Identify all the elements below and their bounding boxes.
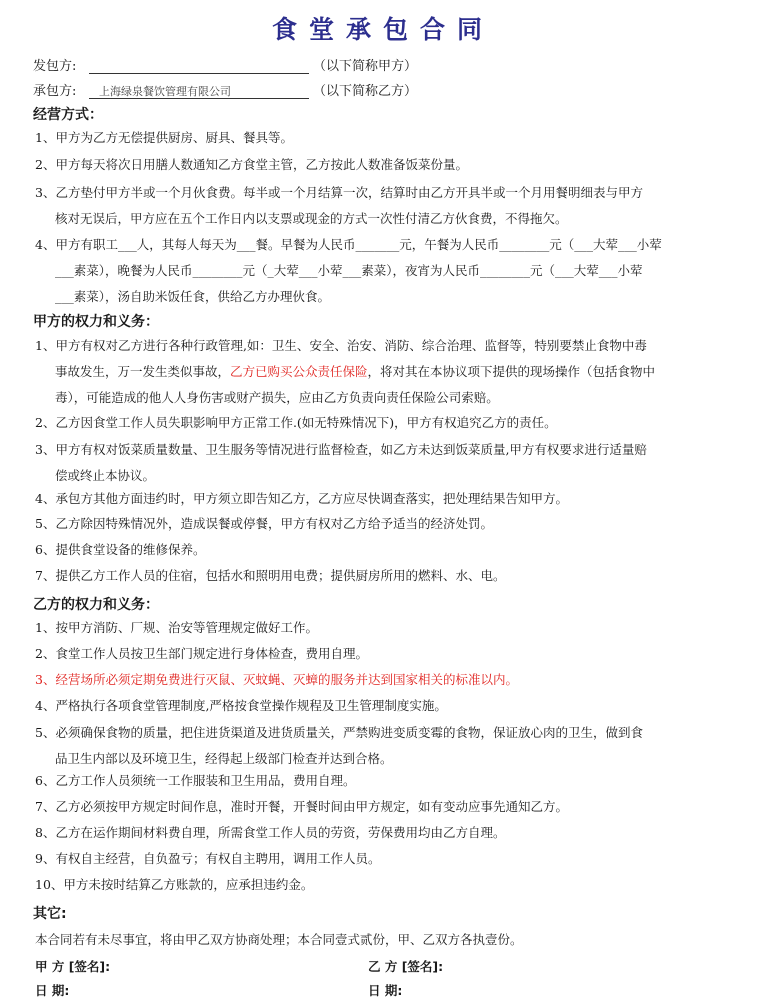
s3-item-9: 9、有权自主经营，自负盈亏；有权自主聘用，调用工作人员。 bbox=[35, 851, 381, 866]
party-a-signature[interactable]: 甲 方 [签名]: bbox=[35, 959, 111, 974]
other-clause: 本合同若有未尽事宜，将由甲乙双方协商处理；本合同壹式贰份，甲、乙双方各执壹份。 bbox=[35, 932, 523, 947]
section-heading-party-a: 甲方的权力和义务： bbox=[33, 314, 159, 330]
s1-item-4-line-2: ___素菜），晚餐为人民币________元（_大荤___小荤___素菜），夜宵为人民币________元（___大荤___小荤 bbox=[55, 263, 643, 278]
s2-item-1 bbox=[35, 333, 750, 411]
party-a-field[interactable] bbox=[89, 58, 309, 74]
party-b-row bbox=[33, 80, 417, 99]
s3-item-6: 6、乙方工作人员须统一工作服装和卫生用品，费用自理。 bbox=[35, 773, 356, 788]
s3-item-10: 10、甲方未按时结算乙方账款的，应承担违约金。 bbox=[35, 877, 314, 892]
section-heading-other: 其它: bbox=[33, 906, 67, 922]
s3-item-5-line-1: 5、必须确保食物的质量，把住进货渠道及进货质量关，严禁购进变质变霉的食物，保证放心肉的卫生，做到食 bbox=[35, 725, 643, 740]
s3-item-3: 3、经营场所必须定期免费进行灭鼠、灭蚊蝇、灭蟑的服务并达到国家相关的标准以内。 bbox=[35, 672, 518, 687]
party-b-field[interactable]: 上海绿泉餐饮管理有限公司 bbox=[89, 83, 309, 99]
s1-item-1: 1、甲方为乙方无偿提供厨房、厨具、餐具等。 bbox=[35, 130, 293, 145]
party-a-row bbox=[33, 55, 417, 74]
s1-item-2: 2、甲方每天将次日用膳人数通知乙方食堂主管，乙方按此人数准备饭菜份量。 bbox=[35, 157, 468, 172]
s2-item-1-line-2 bbox=[35, 359, 750, 385]
s1-item-4-line-1: 4、甲方有职工___人，其每人每天为___餐。早餐为人民币_______元，午餐为人民币________元（___大荤___小荤 bbox=[35, 237, 662, 252]
s2-item-6: 6、提供食堂设备的维修保养。 bbox=[35, 542, 206, 557]
s2-item-3 bbox=[35, 437, 750, 489]
s3-item-2: 2、食堂工作人员按卫生部门规定进行身体检查，费用自理。 bbox=[35, 646, 368, 661]
s3-item-5 bbox=[35, 720, 750, 772]
s2-item-1-text-pre: 事故发生，万一发生类似事故， bbox=[55, 364, 231, 379]
party-a-date[interactable]: 日 期: bbox=[35, 983, 70, 998]
s3-item-4: 4、严格执行各项食堂管理制度,严格按食堂操作规程及卫生管理制度实施。 bbox=[35, 698, 447, 713]
s3-item-5-line-2: 品卫生内部以及环境卫生，经得起上级部门检查并达到合格。 bbox=[55, 751, 393, 766]
s3-item-8: 8、乙方在运作期间材料费自理，所需食堂工作人员的劳资，劳保费用均由乙方自理。 bbox=[35, 825, 506, 840]
insurance-highlight: 乙方已购买公众责任保险 bbox=[230, 364, 368, 379]
party-b-note: （以下简称乙方） bbox=[313, 84, 418, 99]
party-a-label: 发包方: bbox=[33, 59, 77, 74]
s1-item-3 bbox=[35, 180, 750, 232]
contract-title: 食堂承包合同 bbox=[271, 15, 494, 44]
s2-item-1-text-post: ，将对其在本协议项下提供的现场操作（包括食物中 bbox=[367, 364, 656, 379]
s3-item-1: 1、按甲方消防、厂规、治安等管理规定做好工作。 bbox=[35, 620, 318, 635]
s2-item-3-line-2: 偿或终止本协议。 bbox=[55, 468, 156, 483]
s1-item-3-line-1: 3、乙方垫付甲方半或一个月伙食费。每半或一个月结算一次，结算时由乙方开具半或一个月用餐明细表与甲方 bbox=[35, 185, 643, 200]
party-b-label: 承包方: bbox=[33, 84, 77, 99]
s1-item-4-line-3: ___素菜），汤自助米饭任食，供给乙方办理伙食。 bbox=[55, 289, 331, 304]
s1-item-3-line-2: 核对无误后，甲方应在五个工作日内以支票或现金的方式一次性付清乙方伙食费，不得拖欠。 bbox=[55, 211, 568, 226]
section-heading-party-b: 乙方的权力和义务： bbox=[33, 597, 159, 613]
s2-item-2: 2、乙方因食堂工作人员失职影响甲方正常工作.(如无特殊情况下)，甲方有权追究乙方的责任。 bbox=[35, 415, 557, 430]
s2-item-7: 7、提供乙方工作人员的住宿，包括水和照明用电费；提供厨房所用的燃料、水、电。 bbox=[35, 568, 506, 583]
s2-item-1-line-1: 1、甲方有权对乙方进行各种行政管理,如：卫生、安全、治安、消防、综合治理、监督等，特别要禁止食物中毒 bbox=[35, 338, 647, 353]
s2-item-5: 5、乙方除因特殊情况外，造成误餐或停餐，甲方有权对乙方给予适当的经济处罚。 bbox=[35, 516, 493, 531]
party-b-signature[interactable]: 乙 方 [签名]: bbox=[368, 959, 444, 974]
s2-item-1-line-3: 毒），可能造成的他人人身伤害或财产损失，应由乙方负责向责任保险公司索赔。 bbox=[55, 390, 499, 405]
s2-item-4: 4、承包方其他方面违约时，甲方须立即告知乙方，乙方应尽快调查落实，把处理结果告知甲方。 bbox=[35, 491, 568, 506]
s1-item-4 bbox=[35, 232, 750, 310]
party-a-note: （以下简称甲方） bbox=[313, 59, 418, 74]
party-b-date[interactable]: 日 期: bbox=[368, 983, 403, 998]
s3-item-7: 7、乙方必须按甲方规定时间作息，准时开餐，开餐时间由甲方规定，如有变动应事先通知乙方。 bbox=[35, 799, 568, 814]
s2-item-3-line-1: 3、甲方有权对饭菜质量数量、卫生服务等情况进行监督检查，如乙方未达到饭菜质量,甲方有权要求进行适量赔 bbox=[35, 442, 647, 457]
section-heading-operation: 经营方式： bbox=[33, 107, 103, 123]
